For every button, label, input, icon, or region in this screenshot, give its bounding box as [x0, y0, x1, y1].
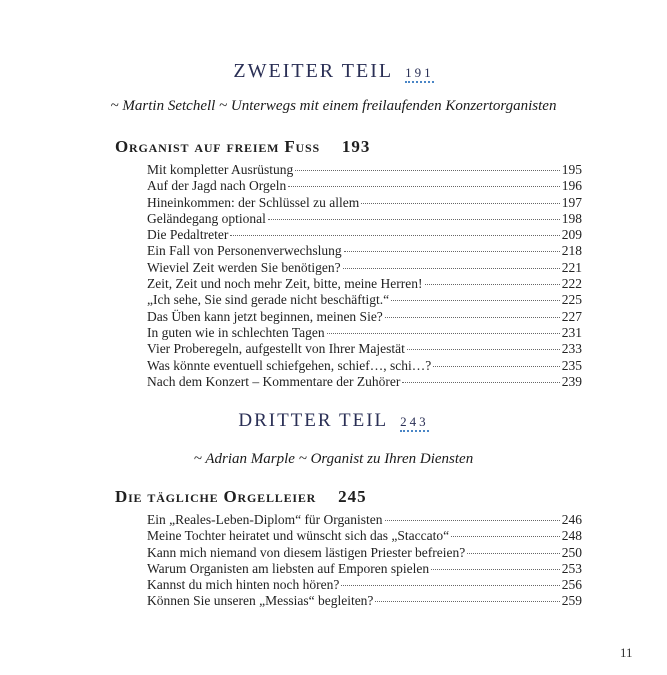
toc-entry-page: 250 [561, 544, 582, 560]
toc-entry[interactable] [147, 178, 582, 194]
toc-entry-page: 233 [561, 341, 582, 357]
toc-entry-page: 218 [561, 243, 582, 259]
part-page-number[interactable]: 243 [400, 414, 429, 432]
toc-entry-title: In guten wie in schlechten Tagen [147, 324, 325, 340]
dot-leader [295, 170, 560, 171]
toc-entry-title: Was könnte eventuell schiefgehen, schief…, schi…? [147, 357, 432, 373]
toc-entry[interactable] [147, 358, 582, 374]
toc-entry-title: Zeit, Zeit und noch mehr Zeit, bitte, meine Herren! [147, 276, 423, 292]
toc-entry-page: 197 [561, 194, 582, 210]
dot-leader [385, 317, 560, 318]
toc-entry[interactable] [147, 545, 582, 561]
part-subtitle: ~ Martin Setchell ~ Unterwegs mit einem freilaufenden Konzertorganisten [110, 98, 557, 114]
toc-list [147, 162, 582, 390]
part-heading [0, 60, 667, 83]
dot-leader [341, 585, 559, 586]
toc-entry[interactable] [147, 292, 582, 308]
toc-entry[interactable] [147, 577, 582, 593]
toc-entry-page: 227 [561, 308, 582, 324]
folio: 11 [620, 645, 633, 660]
toc-entry-page: 209 [561, 227, 582, 243]
toc-list [147, 512, 582, 610]
toc-entry-page: 195 [561, 162, 582, 177]
section-title: Organist auf freiem Fuss [115, 137, 320, 156]
toc-entry-page: 246 [561, 512, 582, 527]
dot-leader [433, 366, 560, 367]
toc-entry-page: 256 [561, 577, 582, 593]
section-heading [115, 137, 370, 157]
toc-entry[interactable] [147, 195, 582, 211]
toc-entry[interactable] [147, 528, 582, 544]
part-title: ZWEITER TEIL [233, 60, 394, 82]
dot-leader [431, 569, 560, 570]
toc-entry-page: 231 [561, 324, 582, 340]
toc-entry-title: Auf der Jagd nach Orgeln [147, 178, 287, 194]
dot-leader [402, 382, 559, 383]
toc-entry-page: 239 [561, 373, 582, 389]
toc-entry[interactable] [147, 374, 582, 390]
toc-entry-title: Hineinkommen: der Schlüssel zu allem [147, 194, 360, 210]
toc-entry-page: 198 [561, 210, 582, 226]
toc-entry-title: „Ich sehe, Sie sind gerade nicht beschäftigt.“ [147, 292, 390, 308]
toc-entry[interactable] [147, 211, 582, 227]
toc-entry-title: Kann mich niemand von diesem lästigen Priester befreien? [147, 544, 466, 560]
toc-entry-page: 259 [561, 593, 582, 609]
toc-entry-title: Können Sie unseren „Messias“ begleiten? [147, 593, 374, 609]
toc-entry[interactable] [147, 593, 582, 609]
toc-entry[interactable] [147, 325, 582, 341]
section-page-number: 193 [341, 137, 371, 156]
part-subtitle: ~ Adrian Marple ~ Organist zu Ihren Diensten [193, 451, 474, 467]
toc-entry-page: 196 [561, 178, 582, 194]
toc-entry-title: Warum Organisten am liebsten auf Emporen spielen [147, 560, 430, 576]
toc-entry[interactable] [147, 260, 582, 276]
dot-leader [288, 186, 560, 187]
dot-leader [467, 553, 559, 554]
toc-entry[interactable] [147, 512, 582, 528]
toc-entry-page: 225 [561, 292, 582, 308]
toc-entry[interactable] [147, 341, 582, 357]
toc-entry-title: Mit kompletter Ausrüstung [147, 162, 294, 177]
toc-entry[interactable] [147, 276, 582, 292]
toc-entry[interactable] [147, 309, 582, 325]
toc-entry-title: Nach dem Konzert – Kommentare der Zuhörer [147, 373, 401, 389]
toc-entry[interactable] [147, 243, 582, 259]
dot-leader [230, 235, 559, 236]
section-title: Die tägliche Orgelleier [115, 487, 317, 506]
toc-entry-title: Ein Fall von Personenverwechslung [147, 243, 342, 259]
toc-entry-page: 222 [561, 276, 582, 292]
toc-entry-title: Geländegang optional [147, 210, 266, 226]
dot-leader [391, 300, 560, 301]
toc-entry[interactable] [147, 227, 582, 243]
toc-entry-page: 248 [561, 528, 582, 544]
toc-entry-page: 235 [561, 357, 582, 373]
section-page-number: 245 [338, 487, 367, 506]
part-heading [0, 410, 667, 432]
section-heading [115, 487, 367, 507]
dot-leader [375, 601, 559, 602]
dot-leader [451, 536, 560, 537]
toc-entry-title: Vier Proberegeln, aufgestellt von Ihrer Majestät [147, 341, 405, 357]
dot-leader [361, 203, 560, 204]
toc-entry-page: 253 [561, 560, 582, 576]
toc-entry-title: Die Pedaltreter [147, 227, 229, 243]
dot-leader [268, 219, 560, 220]
toc-entry-title: Wieviel Zeit werden Sie benötigen? [147, 259, 341, 275]
toc-entry-page: 221 [561, 259, 582, 275]
toc-entry[interactable] [147, 162, 582, 178]
dot-leader [327, 333, 560, 334]
toc-entry-title: Meine Tochter heiratet und wünscht sich das „Staccato“ [147, 528, 450, 544]
dot-leader [343, 268, 560, 269]
dot-leader [425, 284, 560, 285]
toc-entry-title: Kannst du mich hinten noch hören? [147, 577, 340, 593]
part-title: DRITTER TEIL [238, 410, 389, 431]
toc-entry-title: Ein „Reales-Leben-Diplom“ für Organisten [147, 512, 383, 527]
dot-leader [344, 251, 560, 252]
dot-leader [385, 520, 560, 521]
toc-entry[interactable] [147, 561, 582, 577]
toc-entry-title: Das Üben kann jetzt beginnen, meinen Sie? [147, 308, 383, 324]
dot-leader [407, 349, 560, 350]
part-page-number[interactable]: 191 [405, 65, 434, 83]
